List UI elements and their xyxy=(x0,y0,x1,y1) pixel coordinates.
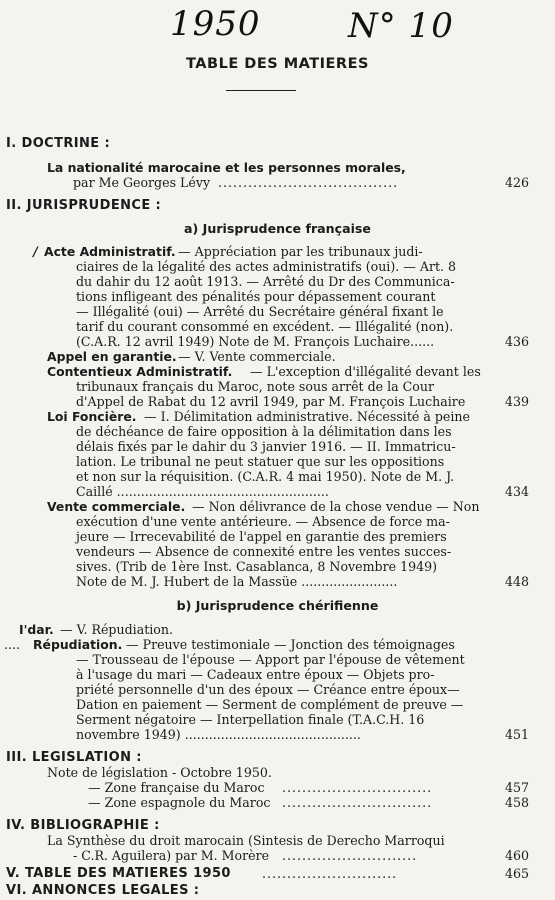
entry-text: — Non délivrance de la chose vendue — Non xyxy=(192,499,480,514)
entry-text: du dahir du 12 août 1913. — Arrêté du Dr des Communica- xyxy=(76,274,455,289)
entry-text: novembre 1949) ............................................ xyxy=(76,727,361,742)
legislation-item-label: — Zone française du Maroc xyxy=(88,780,265,795)
entry-page: 439 xyxy=(504,394,529,409)
entry-text: de déchéance de faire opposition à la délimitation dans les xyxy=(76,424,452,439)
entry-term: Appel en garantie. xyxy=(47,349,177,364)
entry-text: sives. (Trib de 1ère Inst. Casablanca, 8 Novembre 1949) xyxy=(76,559,438,574)
entry-text: exécution d'une vente antérieure. — Absence de force ma- xyxy=(76,514,450,529)
doctrine-title: La nationalité marocaine et les personnes morales, xyxy=(47,160,406,175)
entry-text: à l'usage du mari — Cadeaux entre époux — Objets pro- xyxy=(76,667,435,682)
entry-text: — V. Vente commerciale. xyxy=(178,349,336,364)
title-underline xyxy=(226,90,296,91)
section-heading-jurisprudence: II. JURISPRUDENCE : xyxy=(6,198,162,213)
entry-term: Loi Foncière. xyxy=(47,409,137,424)
subheading-jurisprudence-cherifienne: b) Jurisprudence chérifienne xyxy=(176,598,379,613)
entry-text: — Preuve testimoniale — Jonction des témoignages xyxy=(126,637,455,652)
entry-text: — V. Répudiation. xyxy=(60,622,173,637)
entry-term: Répudiation. xyxy=(33,637,123,652)
subheading-jurisprudence-francaise: a) Jurisprudence française xyxy=(184,221,371,236)
entry-page: 436 xyxy=(504,334,529,349)
entry-text: Serment négatoire — Interpellation finale (T.A.C.H. 16 xyxy=(76,712,425,727)
entry-term: Vente commerciale. xyxy=(47,499,186,514)
margin-mark: / xyxy=(33,244,38,259)
entry-text: délais fixés par le dahir du 3 janvier 1916. — II. Immatricu- xyxy=(76,439,456,454)
entry-text: lation. Le tribunal ne peut statuer que sur les oppositions xyxy=(76,454,445,469)
table-des-matieres-dots: ........................... xyxy=(262,866,398,881)
entry-text: vendeurs — Absence de connexité entre les ventes succes- xyxy=(76,544,452,559)
handwritten-number: N° 10 xyxy=(348,6,454,46)
entry-text: et non sur la réquisition. (C.A.R. 4 mai 1950). Note de M. J. xyxy=(76,469,455,484)
legislation-item-label: — Zone espagnole du Maroc xyxy=(88,795,271,810)
handwritten-year: 1950 xyxy=(170,4,261,44)
page-title: TABLE DES MATIERES xyxy=(186,56,369,72)
legislation-item-page: 457 xyxy=(504,780,529,795)
section-heading-bibliographie: IV. BIBLIOGRAPHIE : xyxy=(6,818,160,833)
entry-text: tribunaux français du Maroc, note sous arrêt de la Cour xyxy=(76,379,435,394)
entry-text: tarif du courant consommé en excédent. — Illégalité (non). xyxy=(76,319,454,334)
bibliographie-line: La Synthèse du droit marocain (Sintesis de Derecho Marroqui xyxy=(47,833,445,848)
entry-text: jeure — Irrecevabilité de l'appel en garantie des premiers xyxy=(76,529,447,544)
section-heading-annonces-legales: VI. ANNONCES LEGALES : xyxy=(6,883,200,898)
section-heading-legislation: III. LEGISLATION : xyxy=(6,750,142,765)
entry-text: d'Appel de Rabat du 12 avril 1949, par M. François Luchaire xyxy=(76,394,466,409)
entry-page: 448 xyxy=(504,574,529,589)
entry-page: 434 xyxy=(504,484,529,499)
entry-text: (C.A.R. 12 avril 1949) Note de M. François Luchaire...... xyxy=(76,334,435,349)
legislation-item-dots: .............................. xyxy=(282,780,433,795)
section-heading-table-des-matieres: V. TABLE DES MATIERES 1950 xyxy=(6,866,231,881)
entry-text: — I. Délimitation administrative. Nécessité à peine xyxy=(144,409,470,424)
legislation-note: Note de législation - Octobre 1950. xyxy=(47,765,272,780)
bibliographie-page: 460 xyxy=(504,848,529,863)
entry-text: — Trousseau de l'épouse — Apport par l'épouse de vêtement xyxy=(76,652,465,667)
entry-term: Contentieux Administratif. xyxy=(47,364,233,379)
entry-text: — L'exception d'illégalité devant les xyxy=(250,364,481,379)
bibliographie-line: - C.R. Aguilera) par M. Morère xyxy=(73,848,270,863)
entry-text: priété personnelle d'un des époux — Créance entre époux— xyxy=(76,682,460,697)
entry-text: ciaires de la légalité des actes administratifs (oui). — Art. 8 xyxy=(76,259,457,274)
entry-text: Note de M. J. Hubert de la Massüe ........................ xyxy=(76,574,398,589)
entry-text: tions infligeant des pénalités pour dépassement courant xyxy=(76,289,436,304)
doctrine-dots: .................................... xyxy=(218,175,399,190)
entry-text: Caillé ..................................................... xyxy=(76,484,329,499)
doctrine-author: par Me Georges Lévy xyxy=(73,175,211,190)
entry-text: — Illégalité (oui) — Arrêté du Secrétaire général fixant le xyxy=(76,304,444,319)
section-heading-doctrine: I. DOCTRINE : xyxy=(6,136,111,151)
legislation-item-page: 458 xyxy=(504,795,529,810)
entry-term: Acte Administratif. xyxy=(44,244,176,259)
margin-mark: .... xyxy=(4,637,21,652)
doctrine-page: 426 xyxy=(504,175,529,190)
legislation-item-dots: .............................. xyxy=(282,795,433,810)
bibliographie-dots: ........................... xyxy=(282,848,418,863)
entry-term: I'dar. xyxy=(19,622,54,637)
entry-text: Dation en paiement — Serment de complément de preuve — xyxy=(76,697,464,712)
table-des-matieres-page: 465 xyxy=(504,866,529,881)
entry-page: 451 xyxy=(504,727,529,742)
entry-text: — Appréciation par les tribunaux judi- xyxy=(178,244,423,259)
